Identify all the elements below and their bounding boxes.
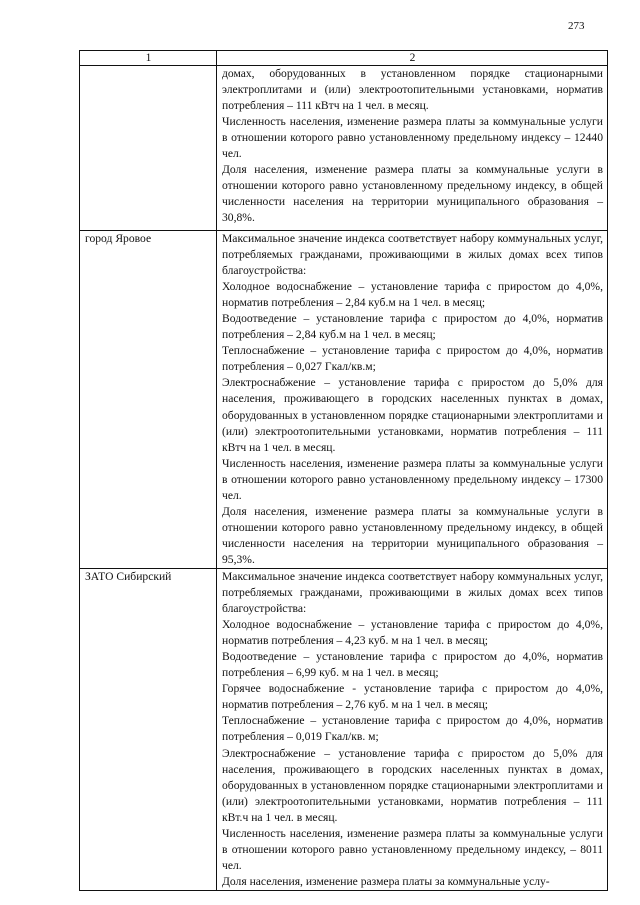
table-row <box>80 66 608 231</box>
paragraph: Доля населения, изменение размера платы за коммунальные услуги в отношении которого равно установленному предельному индексу, в общей численности населения на территории муниципального образования – 95,3%. <box>222 504 603 566</box>
paragraph: Доля населения, изменение размера платы за коммунальные услуги в отношении которого равно установленному предельному индексу, в общей численности населения на территории муниципального образования – 30,8%. <box>222 163 603 225</box>
paragraph: Электроснабжение – установление тарифа с приростом до 5,0% для населения, проживающего в городских населенных пунктах в домах, оборудованных в установленном порядке стационарными электроплитами и (или) электроотопительными установками, норматив потребления – 111 кВтч на 1 чел. в месяц. <box>222 376 603 454</box>
paragraph: Холодное водоснабжение – установление тарифа с приростом до 4,0%, норматив потребления – 2,84 куб.м на 1 чел. в месяц; <box>222 280 603 310</box>
paragraph: Максимальное значение индекса соответствует набору коммунальных услуг, потребляемых гражданами, проживающими в жилых домах всех типов благоустройства: <box>222 232 603 278</box>
paragraph: Водоотведение – установление тарифа с приростом до 4,0%, норматив потребления – 6,99 куб. м на 1 чел. в месяц; <box>222 650 603 680</box>
table-row <box>80 231 608 569</box>
municipality-cell: ЗАТО Сибирский <box>80 568 217 890</box>
paragraph: Теплоснабжение – установление тарифа с приростом до 4,0%, норматив потребления – 0,019 Гкал/кв. м; <box>222 714 603 744</box>
column-header-1: 1 <box>80 51 217 66</box>
description-cell <box>217 568 608 890</box>
table-header-row <box>80 51 608 66</box>
paragraph: Теплоснабжение – установление тарифа с приростом до 4,0%, норматив потребления – 0,027 Гкал/кв.м; <box>222 344 603 374</box>
municipality-cell <box>80 66 217 231</box>
paragraph: домах, оборудованных в установленном порядке стационарными электроплитами и (или) электроотопительными установками, норматив потребления – 111 кВтч на 1 чел. в месяц. <box>222 67 603 113</box>
description-cell <box>217 66 608 231</box>
municipality-cell: город Яровое <box>80 231 217 569</box>
column-header-2: 2 <box>217 51 608 66</box>
description-cell <box>217 231 608 569</box>
paragraph: Доля населения, изменение размера платы за коммунальные услу- <box>222 874 550 888</box>
table-row <box>80 568 608 890</box>
paragraph: Численность населения, изменение размера платы за коммунальные услуги в отношении которого равно установленному предельному индексу, – 8011 чел. <box>222 826 603 872</box>
paragraph: Численность населения, изменение размера платы за коммунальные услуги в отношении которого равно установленному предельному индексу – 12440 чел. <box>222 115 603 161</box>
paragraph: Водоотведение – установление тарифа с приростом до 4,0%, норматив потребления – 2,84 куб.м на 1 чел. в месяц; <box>222 312 603 342</box>
page-number: 273 <box>568 20 585 32</box>
paragraph: Электроснабжение – установление тарифа с приростом до 5,0% для населения, проживающего в городских населенных пунктах в домах, оборудованных в установленном порядке стационарными электроплитами и (или) электроотопительными установками, норматив потребления – 111 кВт.ч на 1 чел. в месяц. <box>222 746 603 824</box>
tariff-table <box>79 50 608 891</box>
paragraph: Максимальное значение индекса соответствует набору коммунальных услуг, потребляемых гражданами, проживающими в жилых домах всех типов благоустройства: <box>222 569 603 616</box>
paragraph: Численность населения, изменение размера платы за коммунальные услуги в отношении которого равно установленному предельному индексу – 17300 чел. <box>222 456 603 502</box>
paragraph: Холодное водоснабжение – установление тарифа с приростом до 4,0%, норматив потребления – 4,23 куб. м на 1 чел. в месяц; <box>222 618 603 648</box>
paragraph: Горячее водоснабжение - установление тарифа с приростом до 4,0%, норматив потребления – 2,76 куб. м на 1 чел. в месяц; <box>222 682 603 712</box>
